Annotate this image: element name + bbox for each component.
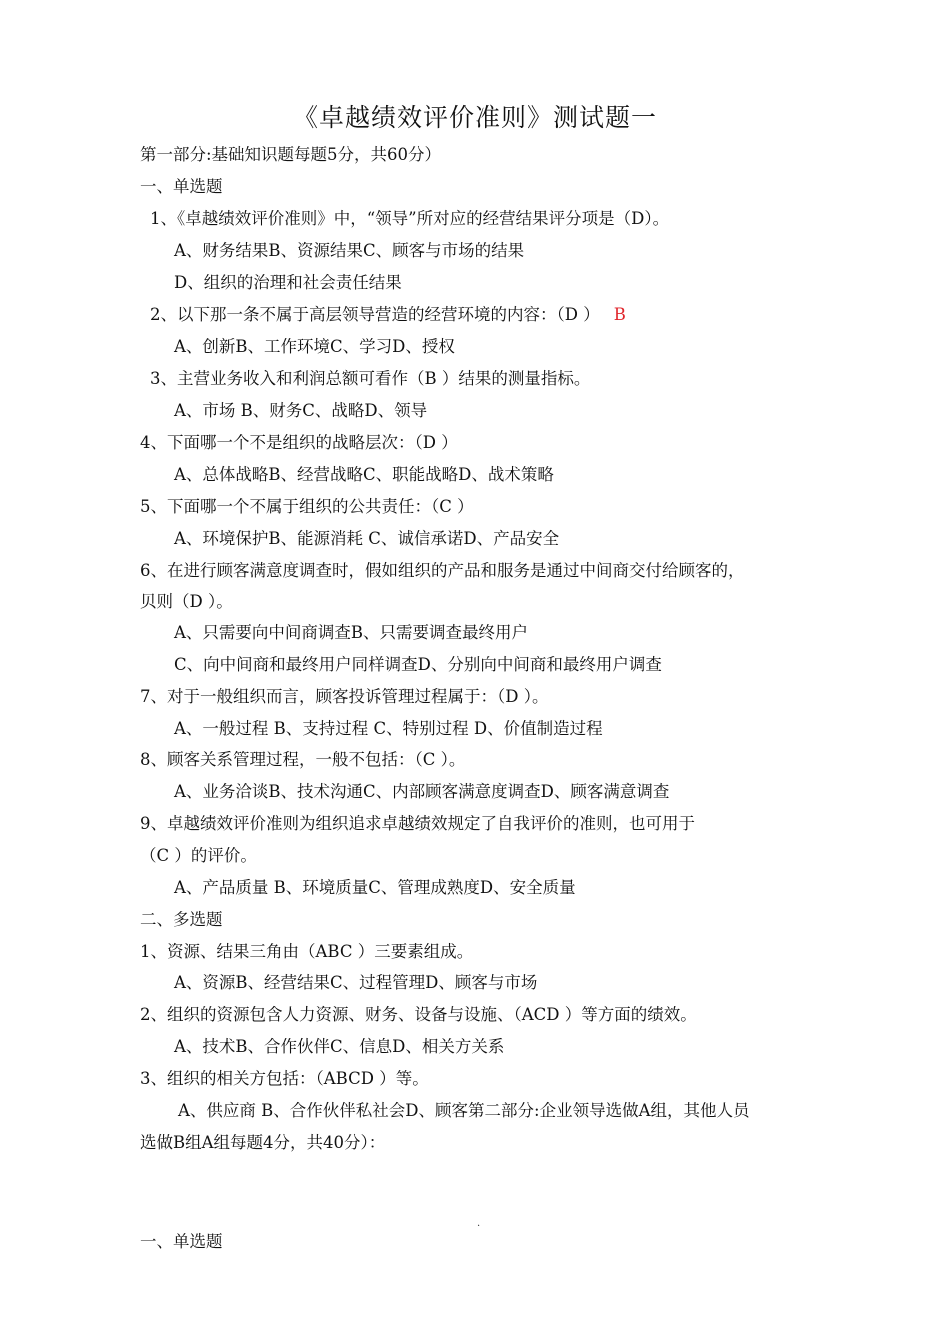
question-5: 5、下面哪一个不属于组织的公共责任：（C ） bbox=[140, 497, 474, 516]
question-3-options: A、市场 B、财务C、战略D、领导 bbox=[174, 401, 428, 420]
question-2 bbox=[150, 304, 626, 326]
question-4-options: A、总体战略B、经营战略C、职能战略D、战术策略 bbox=[174, 465, 554, 484]
question-2-annotation: B bbox=[613, 305, 626, 324]
multi-question-1: 1、资源、结果三角由（ABC ）三要素组成。 bbox=[140, 942, 474, 961]
multi-question-3: 3、组织的相关方包括：（ABCD ）等。 bbox=[140, 1069, 429, 1088]
question-1: 1、《卓越绩效评价准则》中，“领导”所对应的经营结果评分项是（D）。 bbox=[150, 209, 670, 228]
question-8: 8、顾客关系管理过程，一般不包括：（C ）。 bbox=[140, 750, 466, 769]
document-title: 《卓越绩效评价准则》测试题一 bbox=[292, 103, 657, 132]
section-single-choice-2: 一、单选题 bbox=[140, 1232, 223, 1251]
question-5-options: A、环境保护B、能源消耗 C、诚信承诺D、产品安全 bbox=[174, 529, 560, 548]
question-9-line-1: 9、卓越绩效评价准则为组织追求卓越绩效规定了自我评价的准则，也可用于 bbox=[140, 814, 695, 833]
question-6-line-1: 6、在进行顾客满意度调查时，假如组织的产品和服务是通过中间商交付给顾客的， bbox=[140, 561, 745, 580]
multi-question-3-options-line-1: A、供应商 B、合作伙伴私社会D、顾客第二部分:企业领导选做A组，其他人员 bbox=[178, 1101, 750, 1120]
question-7-options: A、一般过程 B、支持过程 C、特别过程 D、价值制造过程 bbox=[174, 719, 603, 738]
multi-question-1-options: A、资源B、经营结果C、过程管理D、顾客与市场 bbox=[174, 973, 538, 992]
question-2-text: 2、以下那一条不属于高层领导营造的经营环境的内容：（D ） bbox=[150, 305, 600, 324]
question-1-options-1: A、财务结果B、资源结果C、顾客与市场的结果 bbox=[174, 241, 525, 260]
question-6-line-2: 贝则（D ）。 bbox=[140, 592, 233, 611]
question-1-options-2: D、组织的治理和社会责任结果 bbox=[174, 273, 402, 292]
section-single-choice: 一、单选题 bbox=[140, 177, 223, 196]
multi-question-2: 2、组织的资源包含人力资源、财务、设备与设施、（ACD ）等方面的绩效。 bbox=[140, 1005, 697, 1024]
section-multi-choice: 二、多选题 bbox=[140, 910, 223, 929]
question-4: 4、下面哪一个不是组织的战略层次：（D ） bbox=[140, 433, 458, 452]
question-6-options-2: C、向中间商和最终用户同样调查D、分别向中间商和最终用户调查 bbox=[174, 655, 662, 674]
multi-question-3-options-line-2: 选做B组A组每题4分，共40分）： bbox=[140, 1133, 386, 1152]
question-9-options: A、产品质量 B、环境质量C、管理成熟度D、安全质量 bbox=[174, 878, 576, 897]
part1-heading: 第一部分:基础知识题每题5分，共60分） bbox=[140, 145, 442, 164]
question-6-options-1: A、只需要向中间商调查B、只需要调查最终用户 bbox=[174, 623, 529, 642]
page-footer-mark: . bbox=[477, 1218, 481, 1229]
question-3: 3、主营业务收入和利润总额可看作（B ）结果的测量指标。 bbox=[150, 369, 591, 388]
question-9-line-2: （C ）的评价。 bbox=[140, 846, 257, 865]
multi-question-2-options: A、技术B、合作伙伴C、信息D、相关方关系 bbox=[174, 1037, 505, 1056]
question-2-options: A、创新B、工作环境C、学习D、授权 bbox=[174, 337, 455, 356]
question-7: 7、对于一般组织而言，顾客投诉管理过程属于：（D ）。 bbox=[140, 687, 549, 706]
question-8-options: A、业务洽谈B、技术沟通C、内部顾客满意度调查D、顾客满意调查 bbox=[174, 782, 670, 801]
